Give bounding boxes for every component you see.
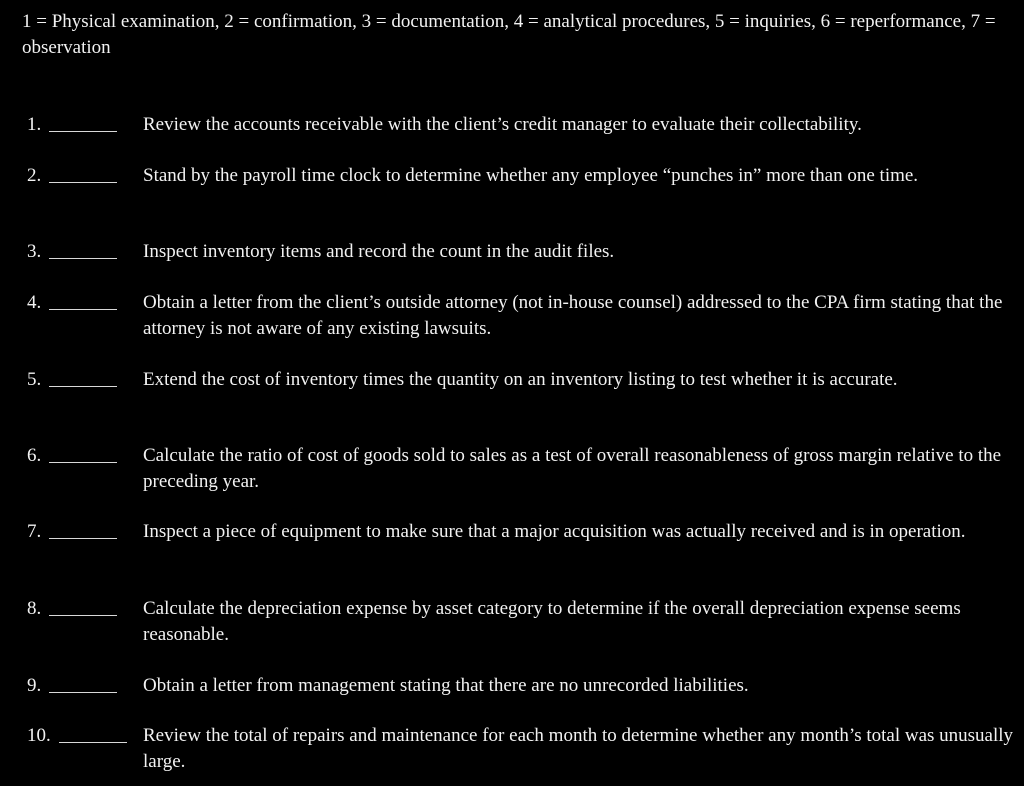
item-number: 7. bbox=[27, 521, 42, 542]
item-description: Obtain a letter from the client’s outside attorney (not in-house counsel) addressed to the CPA firm stating that the attorney is not aware of any existing lawsuits. bbox=[143, 292, 1003, 339]
item-description: Calculate the depreciation expense by asset category to determine if the overall depreciation expense seems reasonable. bbox=[143, 598, 961, 645]
item-number: 3. bbox=[27, 241, 42, 262]
item-description: Review the total of repairs and maintenance for each month to determine whether any month’s total was unusually large. bbox=[143, 725, 1014, 772]
item-number: 5. bbox=[27, 369, 42, 390]
answer-blank[interactable] bbox=[49, 309, 117, 310]
item-number: 8. bbox=[27, 598, 42, 619]
answer-blank[interactable] bbox=[49, 462, 117, 463]
answer-blank[interactable] bbox=[59, 742, 127, 743]
item-description: Review the accounts receivable with the client’s credit manager to evaluate their collectability. bbox=[143, 114, 862, 135]
item-description: Inspect inventory items and record the count in the audit files. bbox=[143, 241, 615, 262]
item-number: 1. bbox=[27, 114, 42, 135]
item-number: 9. bbox=[27, 675, 42, 696]
item-number: 4. bbox=[27, 292, 42, 313]
item-description: Stand by the payroll time clock to determine whether any employee “punches in” more than one time. bbox=[143, 165, 919, 186]
item-description: Extend the cost of inventory times the quantity on an inventory listing to test whether it is accurate. bbox=[143, 369, 898, 390]
item-number: 6. bbox=[27, 445, 42, 466]
item-number: 10. bbox=[27, 725, 51, 746]
answer-blank[interactable] bbox=[49, 258, 117, 259]
answer-blank[interactable] bbox=[49, 386, 117, 387]
answer-blank[interactable] bbox=[49, 131, 117, 132]
item-description: Obtain a letter from management stating that there are no unrecorded liabilities. bbox=[143, 675, 749, 696]
answer-blank[interactable] bbox=[49, 538, 117, 539]
answer-blank[interactable] bbox=[49, 692, 117, 693]
item-description: Calculate the ratio of cost of goods sold to sales as a test of overall reasonableness of gross margin relative to the preceding year. bbox=[143, 445, 1002, 492]
item-description: Inspect a piece of equipment to make sure that a major acquisition was actually received and is in operation. bbox=[143, 521, 966, 542]
item-number: 2. bbox=[27, 165, 42, 186]
answer-blank[interactable] bbox=[49, 615, 117, 616]
procedure-type-legend: 1 = Physical examination, 2 = confirmation, 3 = documentation, 4 = analytical procedures, 5 = inquiries, 6 = reperformance, 7 = observation bbox=[22, 11, 996, 58]
answer-blank[interactable] bbox=[49, 182, 117, 183]
